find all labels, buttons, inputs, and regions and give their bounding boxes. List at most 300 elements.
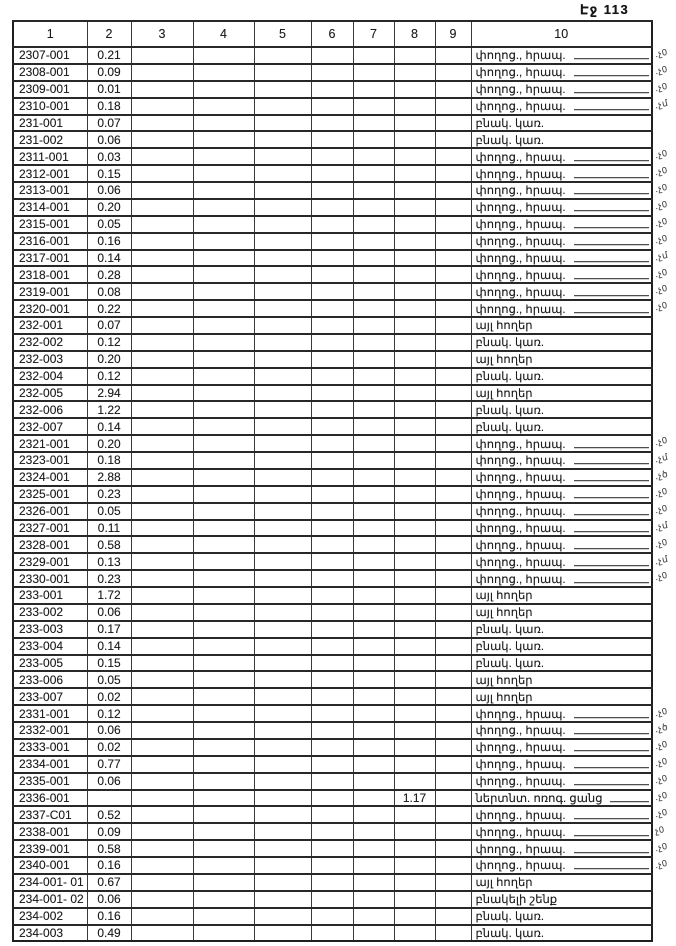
scan-smudge-line xyxy=(574,480,649,481)
scan-smudge-line xyxy=(574,497,649,498)
empty-cell xyxy=(311,64,353,81)
empty-cell xyxy=(435,621,471,638)
table-row xyxy=(13,756,652,773)
empty-cell xyxy=(435,300,471,317)
land-use-label: փողոց., հրապ. xyxy=(475,725,566,738)
empty-cell xyxy=(435,351,471,368)
empty-cell xyxy=(435,98,471,115)
land-use-wrap xyxy=(472,521,652,535)
empty-cell xyxy=(311,857,353,874)
parcel-code-cell: 2339-001 xyxy=(13,840,87,857)
empty-cell xyxy=(193,638,254,655)
empty-cell xyxy=(193,266,254,283)
land-use-wrap xyxy=(472,420,652,434)
land-use-wrap xyxy=(472,808,652,822)
empty-cell xyxy=(311,452,353,469)
empty-cell xyxy=(131,47,193,64)
land-use-cell xyxy=(471,165,652,182)
empty-cell xyxy=(435,266,471,283)
land-use-wrap xyxy=(472,774,652,788)
empty-cell xyxy=(311,334,353,351)
empty-cell xyxy=(193,790,254,807)
empty-cell xyxy=(193,570,254,587)
area-value-cell: 0.49 xyxy=(87,925,131,942)
empty-cell xyxy=(311,115,353,132)
table-row xyxy=(13,671,652,688)
area-value-cell: 0.58 xyxy=(87,536,131,553)
land-use-cell xyxy=(471,756,652,773)
empty-cell xyxy=(353,216,394,233)
table-header xyxy=(13,21,652,47)
empty-cell xyxy=(353,98,394,115)
land-use-label: փողոց., հրապ. xyxy=(475,522,566,535)
margin-artifact: .չ0 xyxy=(653,215,669,229)
table-row xyxy=(13,115,652,132)
margin-artifact: .չ0 xyxy=(653,148,669,161)
land-use-label: բնակ. կառ. xyxy=(475,421,545,434)
empty-cell xyxy=(254,368,311,385)
table-row xyxy=(13,874,652,891)
empty-cell xyxy=(193,452,254,469)
table-row xyxy=(13,418,652,435)
empty-cell xyxy=(131,98,193,115)
empty-cell xyxy=(254,131,311,148)
empty-cell xyxy=(353,385,394,402)
empty-cell xyxy=(353,199,394,216)
land-use-label: այլ հողեր xyxy=(475,354,533,367)
header-col-5: 5 xyxy=(254,21,311,47)
parcel-code-cell: 2308-001 xyxy=(13,64,87,81)
land-use-cell xyxy=(471,401,652,418)
empty-cell xyxy=(311,520,353,537)
parcel-code-cell: 2328-001 xyxy=(13,536,87,553)
empty-cell xyxy=(193,688,254,705)
land-use-wrap xyxy=(472,234,652,248)
table-row xyxy=(13,840,652,857)
land-use-cell xyxy=(471,638,652,655)
area-value-cell xyxy=(87,790,131,807)
land-use-wrap xyxy=(472,842,652,856)
empty-cell xyxy=(193,874,254,891)
area-value-cell: 0.18 xyxy=(87,452,131,469)
empty-cell xyxy=(311,385,353,402)
table-row xyxy=(13,891,652,908)
table-row xyxy=(13,520,652,537)
land-use-cell xyxy=(471,47,652,64)
empty-cell xyxy=(311,570,353,587)
empty-cell xyxy=(254,925,311,942)
empty-cell xyxy=(353,182,394,199)
empty-cell xyxy=(131,131,193,148)
empty-cell xyxy=(311,840,353,857)
table-row xyxy=(13,621,652,638)
header-col-4: 4 xyxy=(193,21,254,47)
land-use-wrap xyxy=(472,470,652,484)
col8-value-cell xyxy=(394,655,435,672)
empty-cell xyxy=(311,199,353,216)
empty-cell xyxy=(254,435,311,452)
area-value-cell: 0.07 xyxy=(87,317,131,334)
land-use-label: բնակ. կառ. xyxy=(475,117,545,130)
area-value-cell: 0.06 xyxy=(87,604,131,621)
col8-value-cell xyxy=(394,840,435,857)
land-use-cell xyxy=(471,182,652,199)
margin-artifact: .չ0 xyxy=(653,300,669,313)
land-use-wrap xyxy=(472,99,652,113)
empty-cell xyxy=(311,182,353,199)
area-value-cell: 0.15 xyxy=(87,165,131,182)
col8-value-cell xyxy=(394,823,435,840)
margin-artifact: .չ0 xyxy=(653,840,669,853)
empty-cell xyxy=(435,385,471,402)
empty-cell xyxy=(254,520,311,537)
empty-cell xyxy=(353,469,394,486)
cadastre-table xyxy=(12,20,653,942)
parcel-code-cell: 231-002 xyxy=(13,131,87,148)
empty-cell xyxy=(353,570,394,587)
empty-cell xyxy=(353,604,394,621)
empty-cell xyxy=(131,250,193,267)
header-col-10: 10 xyxy=(471,21,652,47)
scan-smudge-line xyxy=(574,548,649,549)
land-use-label: բնակելի շենք xyxy=(475,894,558,907)
empty-cell xyxy=(131,874,193,891)
empty-cell xyxy=(254,908,311,925)
col8-value-cell xyxy=(394,671,435,688)
empty-cell xyxy=(311,131,353,148)
empty-cell xyxy=(311,469,353,486)
table-row xyxy=(13,722,652,739)
col8-value-cell xyxy=(394,773,435,790)
table-row xyxy=(13,806,652,823)
margin-artifact: .չ0 xyxy=(653,164,669,178)
empty-cell xyxy=(254,570,311,587)
empty-cell xyxy=(254,283,311,300)
empty-cell xyxy=(311,587,353,604)
area-value-cell: 0.16 xyxy=(87,233,131,250)
table-row xyxy=(13,604,652,621)
empty-cell xyxy=(353,925,394,942)
empty-cell xyxy=(131,64,193,81)
land-use-wrap xyxy=(472,757,652,771)
empty-cell xyxy=(435,908,471,925)
empty-cell xyxy=(311,638,353,655)
land-use-cell xyxy=(471,874,652,891)
empty-cell xyxy=(131,452,193,469)
land-use-label: փողոց., հրապ. xyxy=(475,573,566,586)
area-value-cell: 0.21 xyxy=(87,47,131,64)
land-use-cell xyxy=(471,857,652,874)
land-use-cell xyxy=(471,621,652,638)
header-col-9: 9 xyxy=(435,21,471,47)
land-use-cell xyxy=(471,148,652,165)
land-use-wrap xyxy=(472,504,652,518)
land-use-label: փողոց., հրապ. xyxy=(475,776,566,789)
area-value-cell: 0.06 xyxy=(87,891,131,908)
empty-cell xyxy=(254,823,311,840)
area-value-cell: 0.20 xyxy=(87,199,131,216)
empty-cell xyxy=(254,553,311,570)
empty-cell xyxy=(254,216,311,233)
land-use-cell xyxy=(471,486,652,503)
col8-value-cell xyxy=(394,148,435,165)
empty-cell xyxy=(131,317,193,334)
area-value-cell: 0.06 xyxy=(87,722,131,739)
land-use-label: փողոց., հրապ. xyxy=(475,269,566,282)
land-use-cell xyxy=(471,587,652,604)
empty-cell xyxy=(131,351,193,368)
col8-value-cell xyxy=(394,756,435,773)
land-use-wrap xyxy=(472,909,652,923)
land-use-label: բնակ. կառ. xyxy=(475,911,545,924)
empty-cell xyxy=(131,553,193,570)
table-row xyxy=(13,688,652,705)
empty-cell xyxy=(435,655,471,672)
empty-cell xyxy=(311,503,353,520)
land-use-label: փողոց., հրապ. xyxy=(475,168,566,181)
empty-cell xyxy=(311,351,353,368)
empty-cell xyxy=(353,587,394,604)
land-use-label: փողոց., հրապ. xyxy=(475,202,566,215)
land-use-cell xyxy=(471,773,652,790)
parcel-code-cell: 234-003 xyxy=(13,925,87,942)
margin-artifact: .չ0 xyxy=(653,570,669,583)
empty-cell xyxy=(353,739,394,756)
land-use-wrap xyxy=(472,369,652,383)
land-use-wrap xyxy=(472,318,652,332)
area-value-cell: 0.16 xyxy=(87,908,131,925)
empty-cell xyxy=(435,435,471,452)
empty-cell xyxy=(311,486,353,503)
table-row xyxy=(13,435,652,452)
empty-cell xyxy=(311,401,353,418)
empty-cell xyxy=(131,233,193,250)
table-row xyxy=(13,64,652,81)
empty-cell xyxy=(193,385,254,402)
empty-cell xyxy=(193,536,254,553)
land-use-wrap xyxy=(472,268,652,282)
land-use-label: բնակ. կառ. xyxy=(475,371,545,384)
empty-cell xyxy=(254,840,311,857)
empty-cell xyxy=(435,806,471,823)
table-row xyxy=(13,300,652,317)
empty-cell xyxy=(131,621,193,638)
table-row xyxy=(13,148,652,165)
empty-cell xyxy=(311,874,353,891)
land-use-wrap xyxy=(472,133,652,147)
land-use-cell xyxy=(471,300,652,317)
scan-smudge-line xyxy=(574,295,649,296)
parcel-code-cell: 2310-001 xyxy=(13,98,87,115)
col8-value-cell xyxy=(394,368,435,385)
land-use-label: բնակ. կառ. xyxy=(475,404,545,417)
area-value-cell: 0.23 xyxy=(87,570,131,587)
table-body xyxy=(13,47,652,941)
col8-value-cell: 1.17 xyxy=(394,790,435,807)
table-row xyxy=(13,165,652,182)
empty-cell xyxy=(311,98,353,115)
empty-cell xyxy=(435,503,471,520)
empty-cell xyxy=(254,857,311,874)
land-use-wrap xyxy=(472,251,652,265)
empty-cell xyxy=(193,418,254,435)
parcel-code-cell: 233-007 xyxy=(13,688,87,705)
scan-smudge-line xyxy=(574,852,649,853)
empty-cell xyxy=(435,874,471,891)
parcel-code-cell: 2321-001 xyxy=(13,435,87,452)
col8-value-cell xyxy=(394,806,435,823)
scan-smudge-line xyxy=(574,312,649,313)
scan-smudge-line xyxy=(574,244,649,245)
land-use-label: փողոց., հրապ. xyxy=(475,185,566,198)
empty-cell xyxy=(311,621,353,638)
col8-value-cell xyxy=(394,283,435,300)
empty-cell xyxy=(435,486,471,503)
land-use-wrap xyxy=(472,335,652,349)
empty-cell xyxy=(131,823,193,840)
parcel-code-cell: 232-006 xyxy=(13,401,87,418)
empty-cell xyxy=(254,233,311,250)
empty-cell xyxy=(131,840,193,857)
col8-value-cell xyxy=(394,536,435,553)
area-value-cell: 0.06 xyxy=(87,131,131,148)
empty-cell xyxy=(254,469,311,486)
land-use-cell xyxy=(471,98,652,115)
empty-cell xyxy=(353,334,394,351)
empty-cell xyxy=(254,317,311,334)
parcel-code-cell: 232-004 xyxy=(13,368,87,385)
empty-cell xyxy=(435,773,471,790)
land-use-wrap xyxy=(472,723,652,737)
empty-cell xyxy=(353,671,394,688)
empty-cell xyxy=(353,165,394,182)
empty-cell xyxy=(193,368,254,385)
empty-cell xyxy=(353,806,394,823)
margin-artifact: .չ0 xyxy=(653,536,669,549)
land-use-cell xyxy=(471,418,652,435)
empty-cell xyxy=(353,857,394,874)
empty-cell xyxy=(193,351,254,368)
empty-cell xyxy=(311,671,353,688)
empty-cell xyxy=(193,857,254,874)
land-use-label: այլ հողեր xyxy=(475,607,533,620)
col8-value-cell xyxy=(394,182,435,199)
empty-cell xyxy=(311,266,353,283)
scan-smudge-line xyxy=(574,447,649,448)
empty-cell xyxy=(193,739,254,756)
parcel-code-cell: 2332-001 xyxy=(13,722,87,739)
empty-cell xyxy=(435,536,471,553)
empty-cell xyxy=(353,638,394,655)
empty-cell xyxy=(435,199,471,216)
area-value-cell: 0.05 xyxy=(87,503,131,520)
empty-cell xyxy=(254,536,311,553)
col8-value-cell xyxy=(394,520,435,537)
margin-artifact: .չծ xyxy=(654,468,670,482)
empty-cell xyxy=(254,385,311,402)
col8-value-cell xyxy=(394,47,435,64)
empty-cell xyxy=(435,47,471,64)
col8-value-cell xyxy=(394,216,435,233)
empty-cell xyxy=(353,115,394,132)
empty-cell xyxy=(254,452,311,469)
empty-cell xyxy=(254,401,311,418)
land-use-label: փողոց., հրապ. xyxy=(475,556,566,569)
col8-value-cell xyxy=(394,739,435,756)
empty-cell xyxy=(254,671,311,688)
empty-cell xyxy=(353,621,394,638)
area-value-cell: 2.94 xyxy=(87,385,131,402)
empty-cell xyxy=(131,587,193,604)
area-value-cell: 0.02 xyxy=(87,688,131,705)
empty-cell xyxy=(193,756,254,773)
land-use-cell xyxy=(471,368,652,385)
area-value-cell: 0.12 xyxy=(87,368,131,385)
area-value-cell: 0.09 xyxy=(87,823,131,840)
empty-cell xyxy=(435,604,471,621)
col8-value-cell xyxy=(394,131,435,148)
empty-cell xyxy=(131,503,193,520)
land-use-cell xyxy=(471,840,652,857)
empty-cell xyxy=(435,671,471,688)
col8-value-cell xyxy=(394,688,435,705)
empty-cell xyxy=(254,182,311,199)
parcel-code-cell: 233-001 xyxy=(13,587,87,604)
empty-cell xyxy=(254,604,311,621)
land-use-wrap xyxy=(472,65,652,79)
scan-smudge-line xyxy=(574,227,649,228)
empty-cell xyxy=(311,300,353,317)
empty-cell xyxy=(435,81,471,98)
empty-cell xyxy=(311,722,353,739)
parcel-code-cell: 234-002 xyxy=(13,908,87,925)
table-row xyxy=(13,317,652,334)
table-row xyxy=(13,98,652,115)
table-row xyxy=(13,823,652,840)
scan-smudge-line xyxy=(574,160,649,161)
empty-cell xyxy=(131,891,193,908)
land-use-label: փողոց., հրապ. xyxy=(475,303,566,316)
empty-cell xyxy=(193,773,254,790)
empty-cell xyxy=(435,840,471,857)
empty-cell xyxy=(131,671,193,688)
page-number-label: Էջ 113 xyxy=(580,2,630,17)
col8-value-cell xyxy=(394,722,435,739)
empty-cell xyxy=(435,638,471,655)
col8-value-cell xyxy=(394,469,435,486)
margin-artifact: .չ0 xyxy=(653,46,669,60)
empty-cell xyxy=(353,840,394,857)
area-value-cell: 0.12 xyxy=(87,705,131,722)
parcel-code-cell: 2334-001 xyxy=(13,756,87,773)
land-use-wrap xyxy=(472,605,652,619)
col8-value-cell xyxy=(394,486,435,503)
table-row xyxy=(13,368,652,385)
empty-cell xyxy=(254,165,311,182)
col8-value-cell xyxy=(394,705,435,722)
empty-cell xyxy=(254,334,311,351)
table-row xyxy=(13,486,652,503)
empty-cell xyxy=(254,705,311,722)
col8-value-cell xyxy=(394,317,435,334)
empty-cell xyxy=(311,739,353,756)
land-use-cell xyxy=(471,435,652,452)
empty-cell xyxy=(193,705,254,722)
col8-value-cell xyxy=(394,638,435,655)
scan-smudge-line xyxy=(574,261,649,262)
empty-cell xyxy=(311,435,353,452)
empty-cell xyxy=(353,486,394,503)
